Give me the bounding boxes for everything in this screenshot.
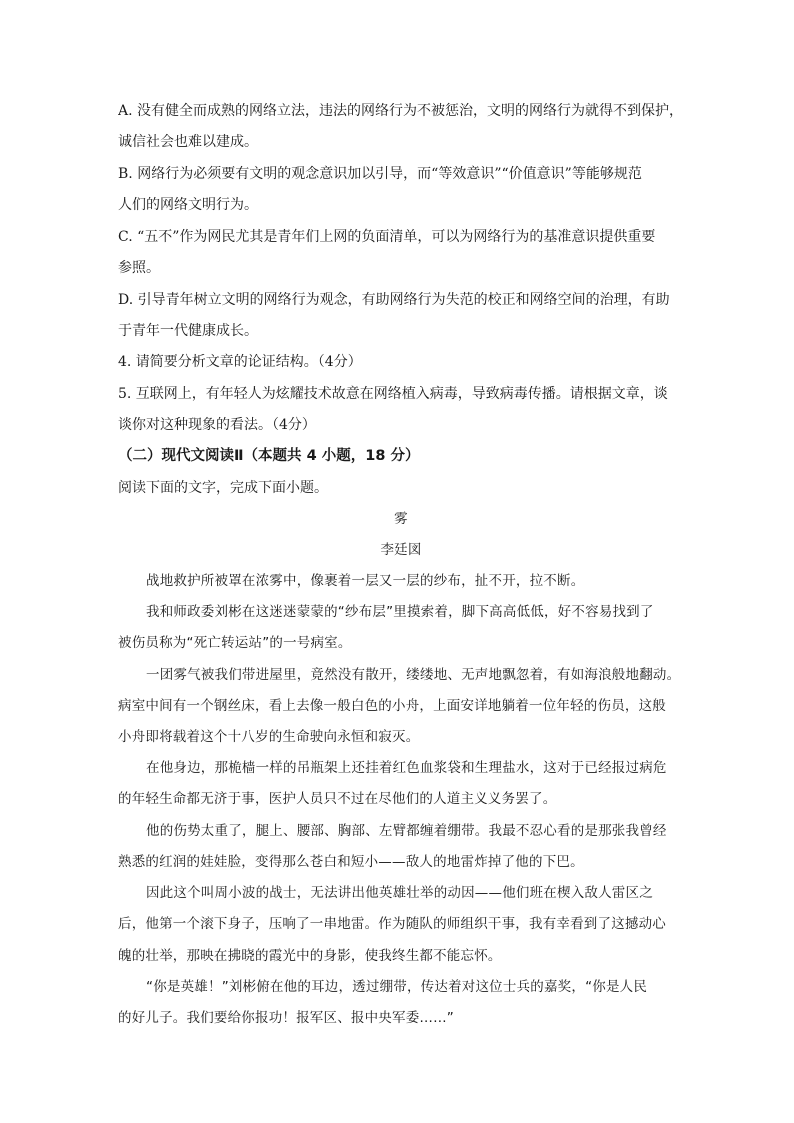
story-paragraph-1: 战地救护所被罩在浓雾中，像裹着一层又一层的纱布，扯不开，拉不断。: [146, 573, 585, 589]
story-paragraph-7-line-2: 的好儿子。我们要给你报功！报军区、报中央军委……”: [118, 1010, 454, 1026]
section-heading: （二）现代文阅读Ⅱ（本题共 4 小题，18 分）: [118, 448, 420, 464]
story-paragraph-6-line-1: 因此这个叫周小波的战士，无法讲出他英雄壮举的动因——他们班在楔入敌人雷区之: [146, 885, 653, 901]
story-paragraph-6-line-2: 后，他第一个滚下身子，压响了一串地雷。作为随队的师组织干事，我有幸看到了这撼动心: [118, 916, 666, 932]
story-paragraph-3-line-1: 一团雾气被我们带进屋里，竟然没有散开，缕缕地、无声地飘忽着，有如海浪般地翻动。: [146, 667, 681, 683]
option-d-line-1: D. 引导青年树立文明的网络行为观念，有助网络行为失范的校正和网络空间的治理，有助: [118, 292, 670, 308]
story-paragraph-3-line-3: 小舟即将载着这个十八岁的生命驶向永恒和寂灭。: [118, 729, 420, 745]
story-paragraph-5-line-2: 熟悉的红润的娃娃脸，变得那么苍白和短小——敌人的地雷炸掉了他的下巴。: [118, 854, 584, 870]
question-5-line-2: 谈你对这种现象的看法。（4分）: [118, 417, 316, 433]
story-paragraph-2-line-1: 我和师政委刘彬在这迷迷蒙蒙的“纱布层”里摸索着，脚下高高低低，好不容易找到了: [146, 604, 654, 620]
story-paragraph-5-line-1: 他的伤势太重了，腿上、腰部、胸部、左臂都缠着绷带。我最不忍心看的是那张我曾经: [146, 823, 667, 839]
option-c-line-1: C. “五不”作为网民尤其是青年们上网的负面清单，可以为网络行为的基准意识提供重要: [118, 229, 656, 245]
story-title: 雾: [394, 511, 408, 527]
story-paragraph-3-line-2: 病室中间有一个钢丝床，看上去像一般白色的小舟，上面安详地躺着一位年轻的伤员，这般: [118, 698, 666, 714]
option-c-line-2: 参照。: [118, 260, 160, 276]
story-paragraph-7-line-1: “你是英雄！”刘彬俯在他的耳边，透过绷带，传达着对这位士兵的嘉奖，“你是人民: [146, 979, 648, 995]
option-a-line-1: A. 没有健全而成熟的网络立法，违法的网络行为不被惩治，文明的网络行为就得不到保护，: [118, 103, 684, 119]
question-5-line-1: 5. 互联网上，有年轻人为炫耀技术故意在网络植入病毒，导致病毒传播。请根据文章，谈: [118, 386, 668, 402]
option-d-line-2: 于青年一代健康成长。: [118, 323, 258, 339]
story-paragraph-4-line-2: 的年轻生命都无济于事，医护人员只不过在尽他们的人道主义义务罢了。: [118, 791, 557, 807]
story-paragraph-6-line-3: 魄的壮举，那映在拂晓的霞光中的身影，使我终生都不能忘怀。: [118, 948, 502, 964]
option-b-line-2: 人们的网络文明行为。: [118, 197, 258, 213]
question-4: 4. 请简要分析文章的论证结构。（4分）: [118, 354, 362, 370]
story-paragraph-4-line-1: 在他身边，那桅樯一样的吊瓶架上还挂着红色血浆袋和生理盐水，这对于已经报过病危: [146, 760, 667, 776]
section-instruction: 阅读下面的文字，完成下面小题。: [118, 480, 328, 496]
option-a-line-2: 诚信社会也难以建成。: [118, 134, 258, 150]
option-b-line-1: B. 网络行为必须要有文明的观念意识加以引导，而“等效意识”“价值意识”等能够规范: [118, 166, 642, 182]
story-author: 李廷図: [380, 542, 422, 558]
story-paragraph-2-line-2: 被伤员称为“死亡转运站”的一号病室。: [118, 635, 352, 651]
